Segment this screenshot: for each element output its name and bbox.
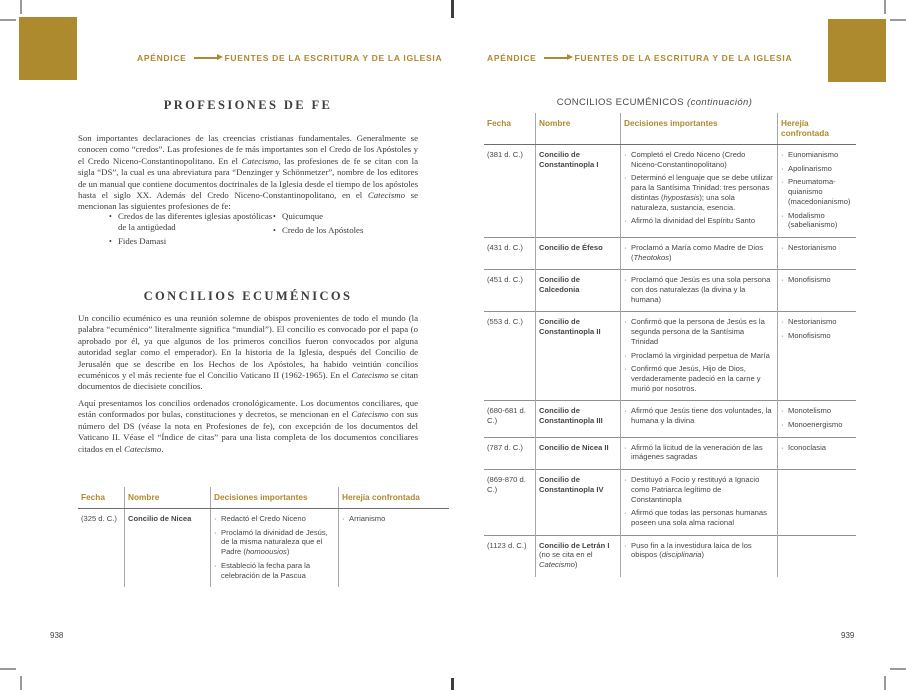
bullet-icon: · [214, 560, 217, 570]
nombre-cell: Concilio de Constantinopla I [536, 145, 621, 238]
herejia-cell [778, 470, 857, 536]
bullet-icon: · [624, 364, 627, 374]
table-bullet-item: · Proclamó a María como Madre de Dios (Theotokos) [624, 242, 764, 262]
table-bullet-item: · Confirmó que Jesús, Hijo de Dios, verdaderamente padeció en la carne y murió por nosotros. [624, 364, 761, 393]
crop-mark [884, 0, 886, 14]
bullet-icon: • [273, 212, 276, 221]
nombre-cell: Concilio de Nicea [125, 509, 211, 588]
list-item: • Quicumque [273, 211, 324, 221]
fecha-cell: (431 d. C.) [484, 237, 536, 269]
herejia-cell [778, 312, 857, 401]
table-row [484, 437, 856, 469]
bullet-icon: · [781, 177, 784, 187]
bullet-icon: · [624, 173, 627, 183]
bullet-icon: · [624, 275, 627, 285]
table-bullet-item: · Afirmó la licitud de la veneración de las imágenes sagradas [624, 442, 763, 462]
table-header-row [484, 113, 856, 145]
section-title-profesiones: PROFESIONES DE FE [163, 98, 333, 112]
nombre-cell: Concilio de Letrán I (no se cita en el Catecismo) [536, 535, 621, 577]
decisiones-cell [621, 437, 778, 469]
corner-accent-block [828, 19, 886, 82]
bullet-icon: · [781, 150, 784, 159]
herejia-cell [778, 145, 857, 238]
crop-mark [0, 19, 16, 21]
fecha-cell: (451 d. C.) [484, 270, 536, 312]
table-bullet-item: · Destituyó a Focio y restituyó a Ignacio como Patriarca legítimo de Constantinopla [624, 475, 760, 504]
list-item: • Credo de los Apóstoles [273, 225, 364, 236]
bullet-icon: · [624, 406, 627, 416]
running-header-right [487, 53, 792, 63]
corner-accent-block [19, 17, 77, 80]
list-item: • Credos de las diferentes iglesias apostólicas de la antigüedad [109, 211, 273, 233]
bullet-icon: · [781, 210, 784, 220]
herejia-cell [778, 237, 857, 269]
column-header: Fecha [484, 113, 536, 145]
bullet-icon: · [624, 442, 627, 452]
header-chapter-label: FUENTES DE LA ESCRITURA Y DE LA IGLESIA [224, 53, 443, 63]
bullet-icon: · [624, 540, 627, 550]
crop-mark [0, 668, 16, 670]
table-bullet-item: · Proclamó la virginidad perpetua de María [624, 350, 770, 360]
list-item: • Fides Damasi [109, 236, 167, 247]
arrow-icon [544, 57, 568, 59]
bullet-icon: · [781, 331, 784, 341]
decisiones-cell [621, 535, 778, 577]
decisiones-cell [621, 470, 778, 536]
herejia-cell [778, 535, 857, 577]
crop-mark [890, 19, 906, 21]
decisiones-cell [621, 237, 778, 269]
fecha-cell: (381 d. C.) [487, 150, 523, 159]
table-bullet-item: · Determinó el lenguaje que se debe utilizar para la Santísima Trinidad: tres personas distintas (hypostasis); una sola naturaleza, sustancia, esencia. [624, 173, 773, 212]
nombre-cell: Concilio de Constantinopla III [536, 401, 621, 437]
bullet-icon: · [781, 163, 784, 173]
nombre-cell: Concilio de Constantinopla IV [536, 470, 621, 536]
decisiones-cell [621, 312, 778, 401]
herejia-cell [778, 437, 857, 469]
table-bullet-item: · Afirmó la divinidad del Espíritu Santo [624, 216, 756, 226]
table-bullet-item: · Proclamó que Jesús es una sola persona con dos naturalezas (la divina y la humana) [624, 275, 771, 304]
body-paragraph: Son importantes declaraciones de las creencias cristianas fundamentales. Generalmente se conocen como “credos”. Las profesiones de fe más importantes son el Credo de los Apóstoles y el Credo Niceno-Constantinopolitano. En el Catecismo, las profesiones de fe se citan con la sigla “DS”, la cual es una abreviatura para “Denzinger y Schönmetzer”, nombre de los editores de un manual que contiene documentos doctrinales de la Iglesia desde el tiempo de los apóstoles hasta el siglo XX. Además del Credo Niceno-Constantinopolitano, en el Catecismo se mencionan las siguientes profesiones de fe: [78, 133, 418, 212]
column-header: Herejía confrontada [778, 113, 857, 145]
bullet-icon: · [781, 420, 784, 430]
table-row [484, 470, 856, 536]
table-bullet-item: · Iconoclasia [781, 442, 826, 452]
table-header-row [78, 487, 449, 509]
fecha-cell: (869-870 d. C.) [484, 470, 536, 536]
body-paragraph: Un concilio ecuménico es una reunión solemne de obispos provenientes de todo el mundo (la palabra “ecuménico” literalmente significa “mundial”). El concilio es convocado por el papa (o aprobado por él, ya que algunos de los primeros concilios fueron convocados por alguna autoridad seglar como el emperador). En la historia de la Iglesia, después del Concilio de Jerusalén que se describe en los Hechos de los Apóstoles, ha habido veintiún concilios ecuménicos y el más reciente fue el Concilio Vaticano II (1962-1965). En el Catecismo se citan documentos de diecisiete concilios. [78, 313, 418, 392]
table-bullet-item: · Estableció la fecha para la celebración de la Pascua [214, 560, 311, 580]
bullet-icon: • [273, 226, 276, 236]
table-bullet-item: · Monoenergismo [781, 420, 843, 430]
page-number: 939 [841, 631, 855, 640]
column-header: Decisiones importantes [211, 487, 339, 509]
crop-mark [451, 678, 454, 690]
bullet-icon: • [109, 212, 112, 221]
bullet-icon: · [214, 527, 217, 537]
table-bullet-item: · Puso fin a la investidura laica de los obispos (disciplinaria) [624, 540, 752, 560]
table-row [484, 237, 856, 269]
continuation-title: CONCILIOS ECUMÉNICOS (continuación) [556, 97, 753, 108]
table-bullet-item: · Monofisismo [781, 275, 831, 285]
table-row [484, 270, 856, 312]
crop-mark [20, 0, 22, 14]
bullet-icon: · [781, 442, 784, 452]
table-bullet-item: · Nestorianismo [781, 242, 837, 252]
table-row [78, 509, 449, 588]
crop-mark [890, 668, 906, 670]
bullet-icon: · [342, 514, 345, 523]
decisiones-cell [621, 145, 778, 238]
table-bullet-item: · Eunomianismo [781, 150, 839, 159]
councils-table-left [78, 487, 449, 587]
arrow-icon [194, 57, 218, 59]
table-bullet-item: · Modalismo (sabelianismo) [781, 210, 838, 230]
bullet-icon: · [624, 475, 627, 485]
fecha-cell: (553 d. C.) [484, 312, 536, 401]
fecha-cell: (325 d. C.) [81, 514, 117, 523]
herejia-cell [339, 509, 450, 588]
bullet-icon: · [624, 350, 627, 360]
column-header: Decisiones importantes [621, 113, 778, 145]
nombre-cell: Concilio de Constantinopla II [536, 312, 621, 401]
bullet-icon: · [214, 514, 217, 523]
column-header: Herejía confrontada [339, 487, 450, 509]
bullet-icon: · [624, 508, 627, 518]
bullet-icon: · [624, 317, 627, 327]
column-header: Nombre [125, 487, 211, 509]
table-bullet-item: · Redactó el Credo Niceno [214, 514, 306, 523]
decisiones-cell [621, 401, 778, 437]
table-row [484, 312, 856, 401]
professions-bullet-list [109, 211, 409, 251]
fecha-cell: (680-681 d. C.) [484, 401, 536, 437]
column-header: Fecha [78, 487, 125, 509]
nombre-cell: Concilio de Calcedonia [536, 270, 621, 312]
section-title-concilios: CONCILIOS ECUMÉNICOS [143, 289, 353, 303]
table-bullet-item: · Pneumatomaquianismo (macedonianismo) [781, 177, 851, 206]
crop-mark [451, 0, 454, 18]
herejia-cell [778, 401, 857, 437]
fecha-cell: (1123 d. C.) [484, 535, 536, 577]
bullet-icon: · [781, 242, 784, 252]
table-bullet-item: · Monotelismo [781, 406, 832, 416]
nombre-cell: Concilio de Éfeso [536, 237, 621, 269]
bullet-icon: · [624, 150, 627, 159]
page-number: 938 [50, 631, 64, 640]
table-bullet-item: · Completó el Credo Niceno (Credo Niceno-Constantinopolitano) [624, 150, 746, 169]
decisiones-cell [621, 270, 778, 312]
header-section-label: APÉNDICE [137, 53, 187, 63]
fecha-cell: (787 d. C.) [484, 437, 536, 469]
herejia-cell [778, 270, 857, 312]
column-header: Nombre [536, 113, 621, 145]
nombre-cell: Concilio de Nicea II [536, 437, 621, 469]
header-chapter-label: FUENTES DE LA ESCRITURA Y DE LA IGLESIA [574, 53, 793, 63]
header-section-label: APÉNDICE [487, 53, 537, 63]
table-bullet-item: · Confirmó que la persona de Jesús es la segunda persona de la Santísima Trinidad [624, 317, 765, 346]
body-paragraph: Aquí presentamos los concilios ordenados cronológicamente. Los documentos conciliares, que están conformados por bulas, constituciones y decretos, se mencionan en el Catecismo con sus número del DS (véase la nota en Profesiones de fe), con excepción de los documentos del Vaticano II. Véase el “Índice de citas” para una lista completa de los documentos conciliares citados en el Catecismo. [78, 398, 418, 454]
table-row [484, 401, 856, 437]
crop-mark [20, 676, 22, 690]
bullet-icon: · [781, 317, 784, 327]
table-bullet-item: · Nestorianismo [781, 317, 837, 327]
decisiones-cell [211, 509, 339, 588]
bullet-icon: · [624, 216, 627, 226]
crop-mark [884, 676, 886, 690]
table-row [484, 145, 856, 238]
bullet-icon: • [109, 237, 112, 247]
table-row [484, 535, 856, 577]
running-header-left [137, 53, 442, 63]
table-bullet-item: · Apolinarismo [781, 163, 832, 173]
table-bullet-item: · Arrianismo [342, 514, 386, 523]
table-bullet-item: · Proclamó la divinidad de Jesús, de la misma naturaleza que el Padre (homoousios) [214, 527, 328, 557]
bullet-icon: · [781, 406, 784, 416]
bullet-icon: · [781, 275, 784, 285]
table-bullet-item: · Afirmó que todas las personas humanas poseen una sola alma racional [624, 508, 767, 527]
table-bullet-item: · Monofisismo [781, 331, 831, 341]
table-bullet-item: · Afirmó que Jesús tiene dos voluntades, la humana y la divina [624, 406, 772, 426]
bullet-icon: · [624, 242, 627, 252]
councils-table-right [484, 113, 856, 577]
